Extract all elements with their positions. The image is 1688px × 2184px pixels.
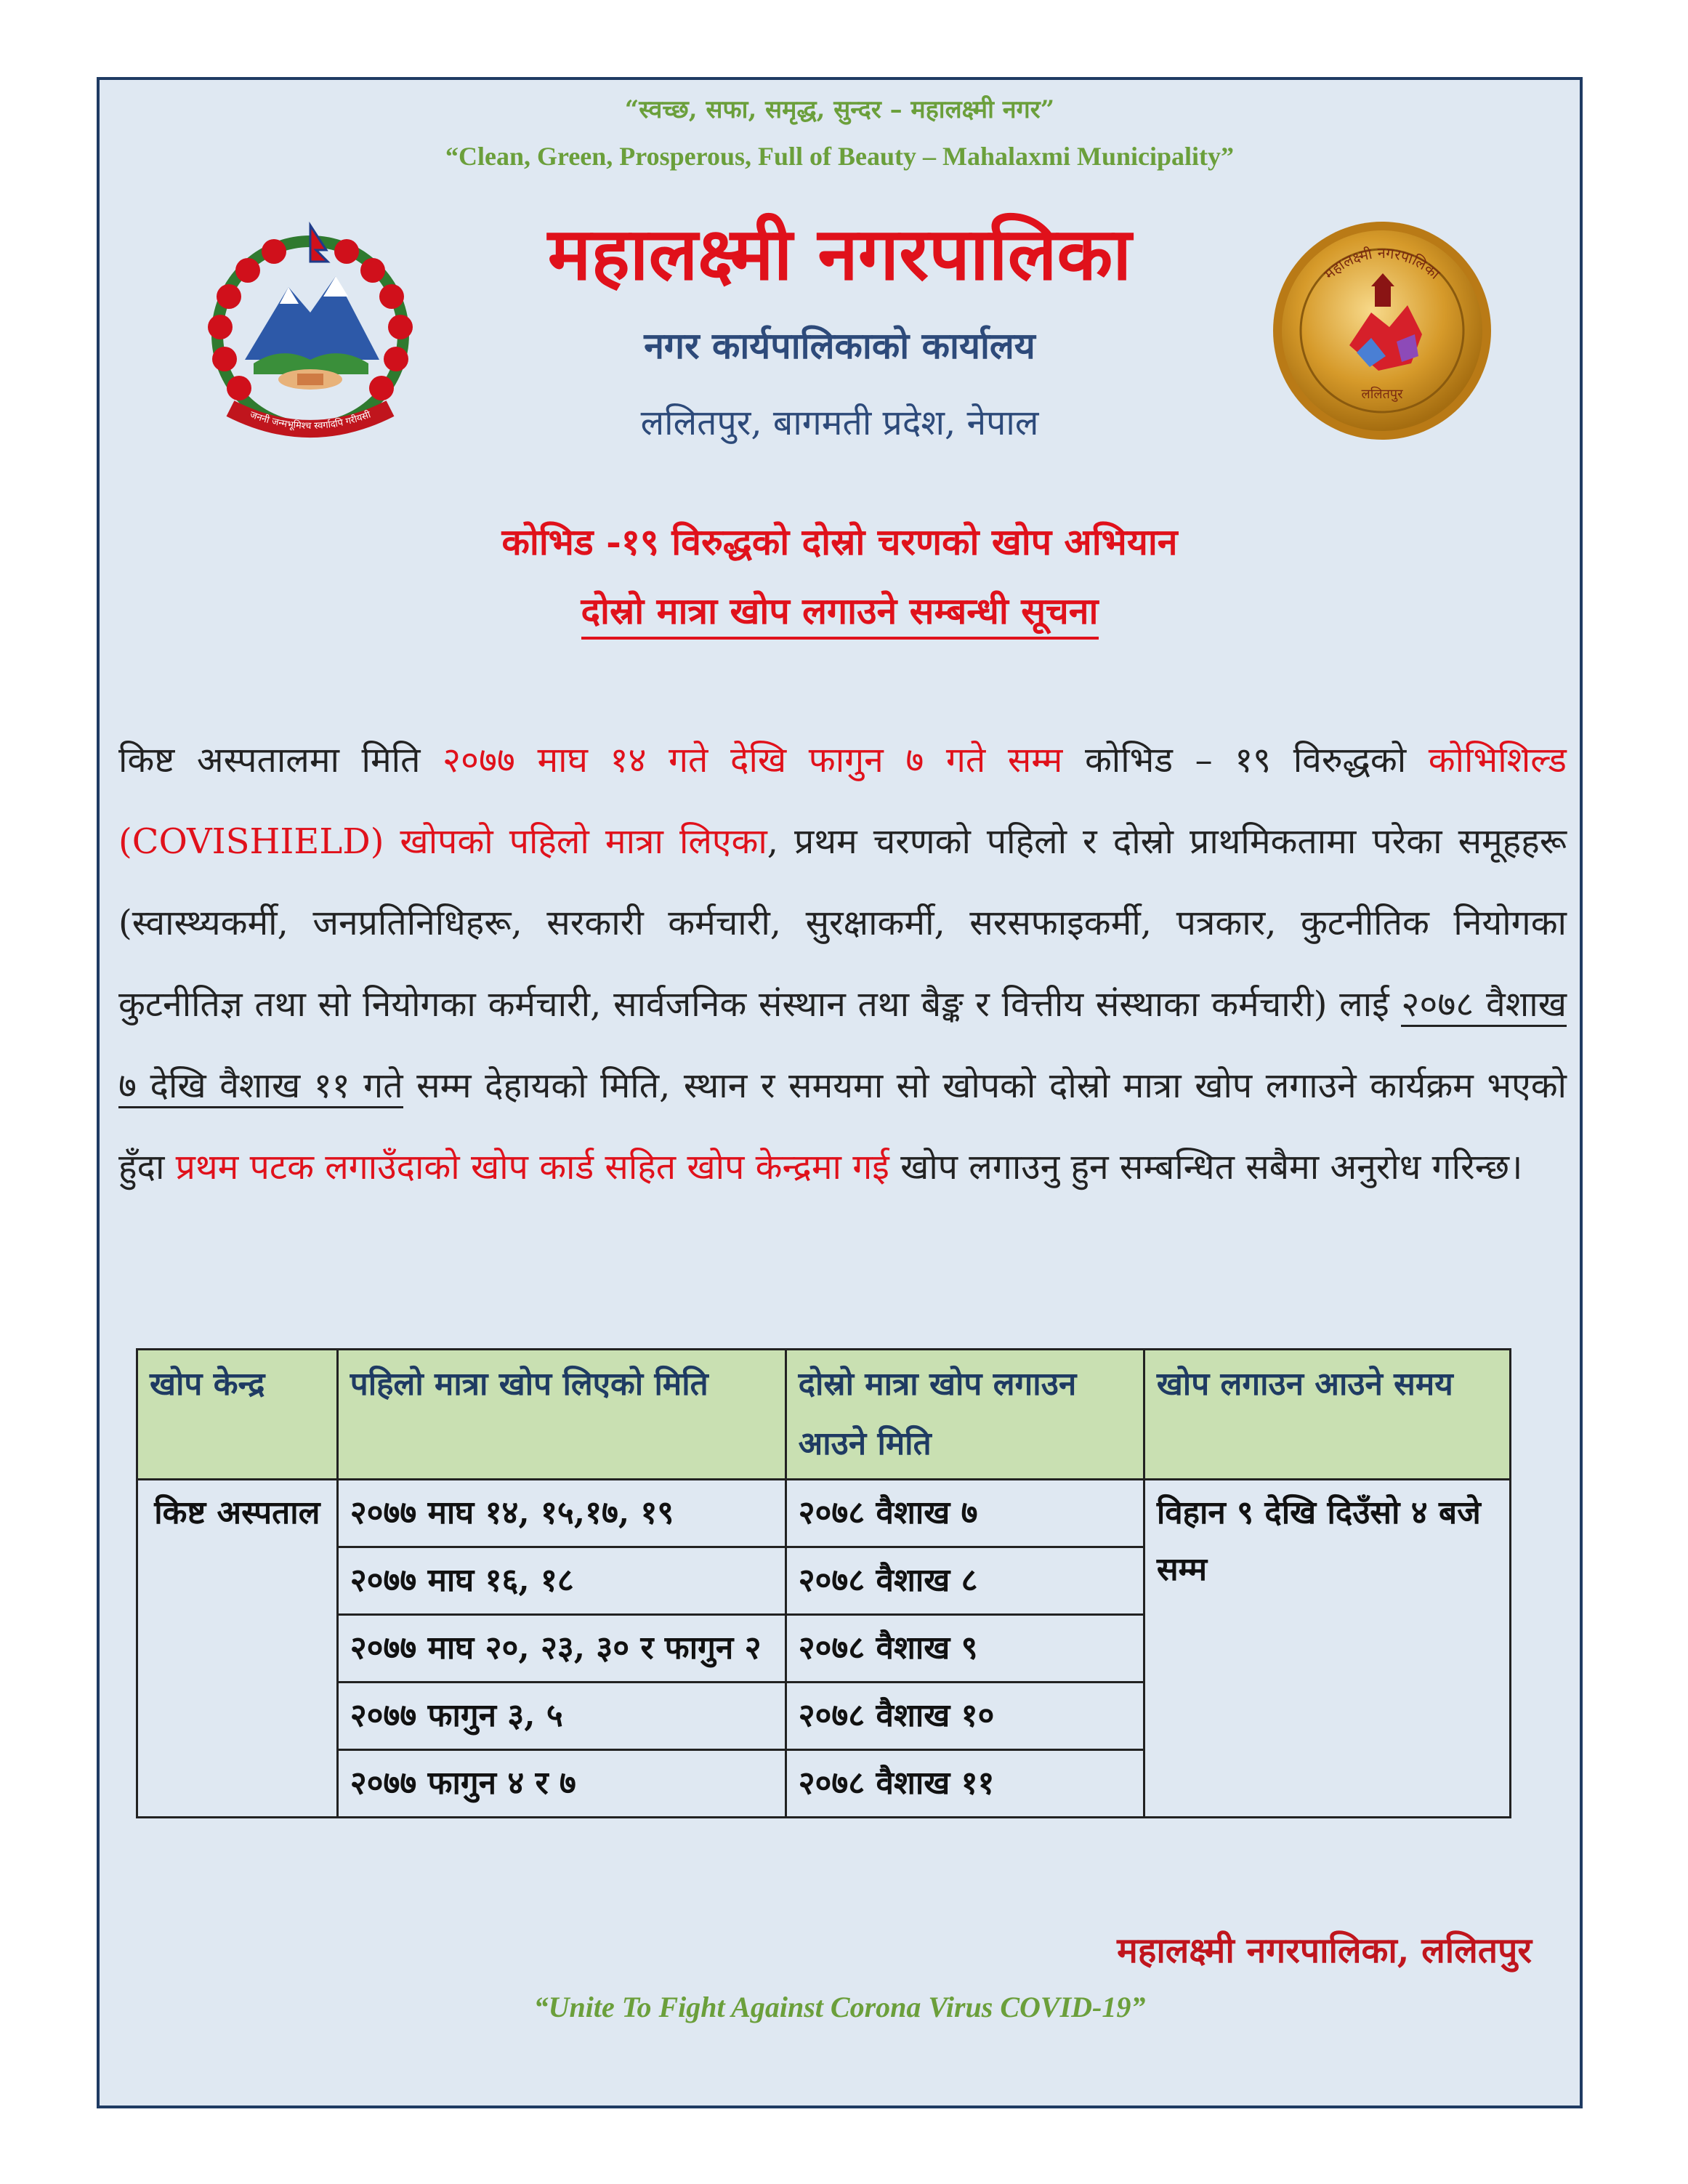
vaccination-schedule-table (136, 1348, 1511, 1818)
table-header-row (137, 1350, 1511, 1480)
second-dose-date: २०७८ वैशाख ९ (786, 1615, 1144, 1683)
municipality-title: महालक्ष्मी नगरपालिका (547, 211, 1132, 297)
emblem-motto: जननी जन्मभूमिश्च स्वर्गादपि गरीयसी (248, 409, 373, 432)
first-dose-date: २०७७ माघ १६, १८ (337, 1547, 786, 1615)
body-second-dose-range: २०७८ वैशाख ७ देखि वैशाख ११ गते (118, 984, 1567, 1108)
body-date-range: २०७७ माघ १४ गते देखि फागुन ७ गते सम्म (443, 740, 1063, 781)
column-header: खोप केन्द्र (137, 1350, 338, 1480)
body-text-2: कोभिड – १९ विरुद्धको (1062, 740, 1429, 781)
seal-text: महालक्ष्मी नगरपालिका (1320, 243, 1444, 283)
first-dose-date: २०७७ फागुन ४ र ७ (337, 1750, 786, 1818)
footer-tagline: “Unite To Fight Against Corona Virus COVID-19” (533, 1991, 1146, 2023)
slogan-nepali: “स्वच्छ, सफा, समृद्ध, सुन्दर – महालक्ष्मी नगर” (624, 95, 1055, 124)
notice-body (118, 720, 1567, 1208)
second-dose-date: २०७८ वैशाख ७ (786, 1480, 1144, 1547)
notice-title: कोभिड -१९ विरुद्धको दोस्रो चरणको खोप अभियान (501, 520, 1178, 563)
first-dose-date: २०७७ माघ २०, २३, ३० र फागुन २ (337, 1615, 786, 1683)
municipality-seal-icon (1269, 218, 1495, 443)
first-dose-date: २०७७ फागुन ३, ५ (337, 1683, 786, 1750)
vaccination-center-cell: किष्ट अस्पताल (137, 1480, 338, 1818)
body-text-3: , प्रथम चरणको पहिलो र दोस्रो प्राथमिकतामा परेका समूहहरू (स्वास्थ्यकर्मी, जनप्रतिनिधिहरू, सरकारी कर्मचारी, सुरक्षाकर्मी, सरसफाइकर्मी, पत्रकार, कुटनीतिक नियोगका कुटनीतिज्ञ तथा सो नियोगका कर्मचारी, सार्वजनिक संस्थान तथा बैङ्क र वित्तीय संस्थाका कर्मचारी) लाई (118, 821, 1567, 1025)
issuer-signature: महालक्ष्मी नगरपालिका, ललितपुर (1117, 1930, 1532, 1971)
notice-subtitle (100, 585, 1580, 634)
seal-subtext: ललितपुर (1361, 387, 1403, 402)
notice-frame (97, 77, 1583, 2108)
second-dose-date: २०७८ वैशाख ११ (786, 1750, 1144, 1818)
office-title: नगर कार्यपालिकाको कार्यालय (644, 324, 1035, 367)
body-text-5: खोप लगाउनु हुन सम्बन्धित सबैमा अनुरोध गरिन्छ। (889, 1147, 1523, 1188)
second-dose-date: २०७८ वैशाख ८ (786, 1547, 1144, 1615)
vaccination-time-cell: विहान ९ देखि दिउँसो ४ बजे सम्म (1144, 1480, 1510, 1818)
location-line: ललितपुर, बागमती प्रदेश, नेपाल (640, 403, 1039, 443)
notice-subtitle-text: दोस्रो मात्रा खोप लगाउने सम्बन्धी सूचना (581, 589, 1099, 640)
second-dose-date: २०७८ वैशाख १० (786, 1683, 1144, 1750)
body-card-instruction: प्रथम पटक लगाउँदाको खोप कार्ड सहित खोप केन्द्रमा गई (175, 1147, 889, 1188)
first-dose-date: २०७७ माघ १४, १५,१७, १९ (337, 1480, 786, 1547)
column-header: खोप लगाउन आउने समय (1144, 1350, 1510, 1480)
body-vaccine-info: कोभिशिल्ड (COVISHIELD) खोपको पहिलो मात्रा लिएका (118, 740, 1567, 862)
table-row (137, 1480, 1511, 1547)
slogan-english: “Clean, Green, Prosperous, Full of Beauty – Mahalaxmi Municipality” (445, 142, 1234, 171)
body-text-4: सम्म देहायको मिति, स्थान र समयमा सो खोपको दोस्रो मात्रा खोप लगाउने कार्यक्रम भएको हुँदा (118, 1065, 1567, 1188)
body-text-1: किष्ट अस्पतालमा मिति (118, 740, 443, 781)
column-header: दोस्रो मात्रा खोप लगाउन आउने मिति (786, 1350, 1144, 1480)
column-header: पहिलो मात्रा खोप लिएको मिति (337, 1350, 786, 1480)
